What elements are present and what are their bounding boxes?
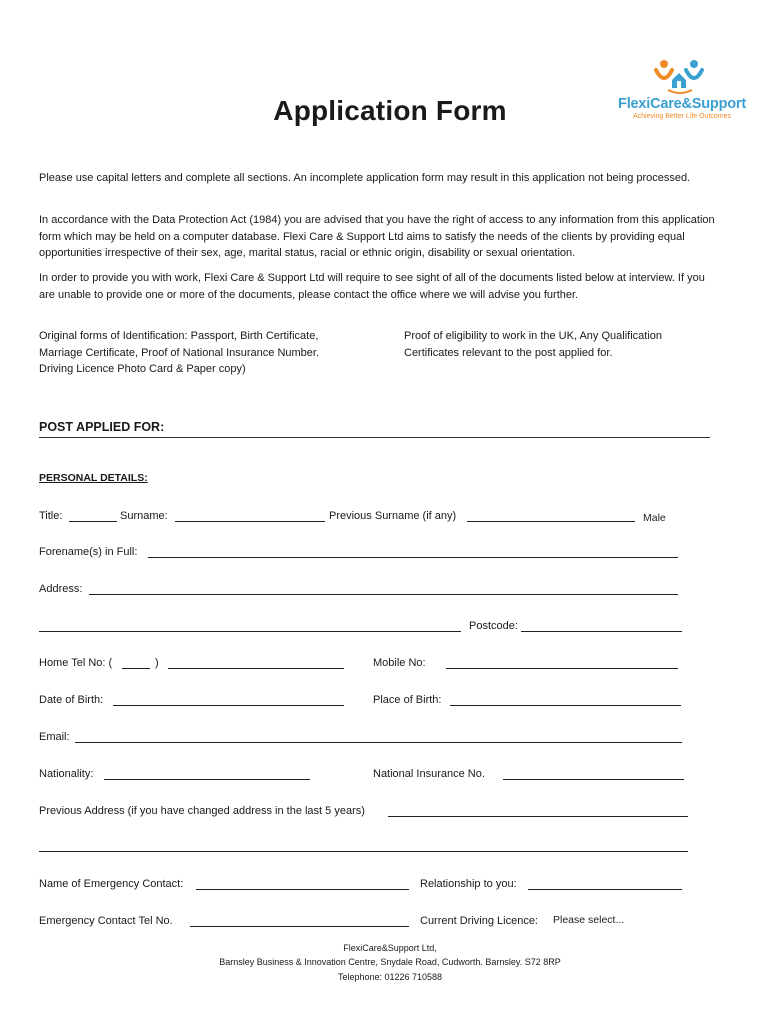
email-field[interactable]: [75, 742, 682, 743]
title-field[interactable]: [69, 521, 117, 522]
intro-paragraph-1: Please use capital letters and complete all sections. An incomplete application form may result in this application not being processed.: [39, 172, 691, 184]
page-title: Application Form: [273, 95, 507, 126]
previous-surname-field[interactable]: [467, 521, 635, 522]
footer-company: FlexiCare&Support Ltd,: [343, 943, 437, 953]
forename-label: Forename(s) in Full:: [39, 546, 138, 558]
nationality-label: Nationality:: [39, 768, 94, 780]
address-field-line-2[interactable]: [39, 631, 461, 632]
driving-licence-select[interactable]: Please select...: [553, 914, 625, 926]
ni-field[interactable]: [503, 779, 684, 780]
company-logo: [612, 56, 752, 126]
relationship-label: Relationship to you:: [420, 878, 517, 890]
personal-details-heading: PERSONAL DETAILS:: [39, 472, 148, 484]
logo-name: FlexiCare&Support: [618, 96, 746, 112]
address-field-line-1[interactable]: [89, 594, 678, 595]
emergency-contact-tel-label: Emergency Contact Tel No.: [39, 915, 173, 927]
previous-address-label: Previous Address (if you have changed address in the last 5 years): [39, 805, 365, 817]
surname-label: Surname:: [120, 510, 168, 522]
home-tel-label: Home Tel No: (: [39, 657, 113, 669]
postcode-label: Postcode:: [469, 620, 518, 632]
email-label: Email:: [39, 731, 70, 743]
emergency-contact-name-field[interactable]: [196, 889, 409, 890]
documents-list-left: Original forms of Identification: Passport, Birth Certificate, Marriage Certificate, Proof of National Insurance Number. Driving Licence Photo Card & Paper copy): [39, 330, 320, 375]
title-label: Title:: [39, 510, 63, 522]
logo-tagline: Achieving Better Life Outcomes: [632, 113, 732, 120]
ni-label: National Insurance No.: [373, 768, 485, 780]
pob-field[interactable]: [450, 705, 681, 706]
pob-label: Place of Birth:: [373, 694, 442, 706]
address-label: Address:: [39, 583, 83, 595]
surname-field[interactable]: [175, 521, 325, 522]
footer-address: Barnsley Business & Innovation Centre, Snydale Road, Cudworth. Barnsley. S72 8RP: [219, 956, 561, 967]
emergency-contact-name-label: Name of Emergency Contact:: [39, 878, 184, 890]
post-applied-label: POST APPLIED FOR:: [39, 420, 165, 434]
home-tel-close-paren: ): [155, 657, 159, 669]
mobile-field[interactable]: [446, 668, 678, 669]
relationship-field[interactable]: [528, 889, 682, 890]
people-house-icon: [650, 56, 710, 96]
post-applied-heading: [39, 420, 710, 438]
previous-address-field-line-1[interactable]: [388, 816, 688, 817]
mobile-label: Mobile No:: [373, 657, 426, 669]
home-tel-area-code-field[interactable]: [122, 668, 150, 669]
footer-telephone: Telephone: 01226 710588: [337, 972, 443, 982]
emergency-contact-tel-field[interactable]: [190, 926, 409, 927]
home-tel-field[interactable]: [168, 668, 344, 669]
dob-label: Date of Birth:: [39, 694, 104, 706]
intro-paragraph-2: In accordance with the Data Protection Act (1984) you are advised that you have the right of access to any information from this application form which may be held on a computer database. Flexi Care & Support Ltd aims to satisfy the needs of the clients by providing equal opportunities irrespective of their sex, age, marital status, racial or ethnic origin, disability or sexual orientation.: [39, 214, 715, 259]
driving-licence-label: Current Driving Licence:: [420, 915, 538, 927]
previous-address-field-line-2[interactable]: [39, 851, 688, 852]
previous-surname-label: Previous Surname (if any): [329, 510, 457, 522]
documents-list-right: Proof of eligibility to work in the UK, Any Qualification Certificates relevant to the post applied for.: [404, 330, 663, 359]
dob-field[interactable]: [113, 705, 344, 706]
gender-select[interactable]: Male: [643, 512, 666, 524]
footer: [0, 942, 770, 985]
intro-paragraph-3: In order to provide you with work, Flexi Care & Support Ltd will require to see sight of all of the documents listed below at interview. If you are unable to provide one or more of the documents, please contact the office where we will advise you further.: [39, 272, 705, 301]
forename-field[interactable]: [148, 557, 678, 558]
nationality-field[interactable]: [104, 779, 310, 780]
postcode-field[interactable]: [521, 631, 682, 632]
